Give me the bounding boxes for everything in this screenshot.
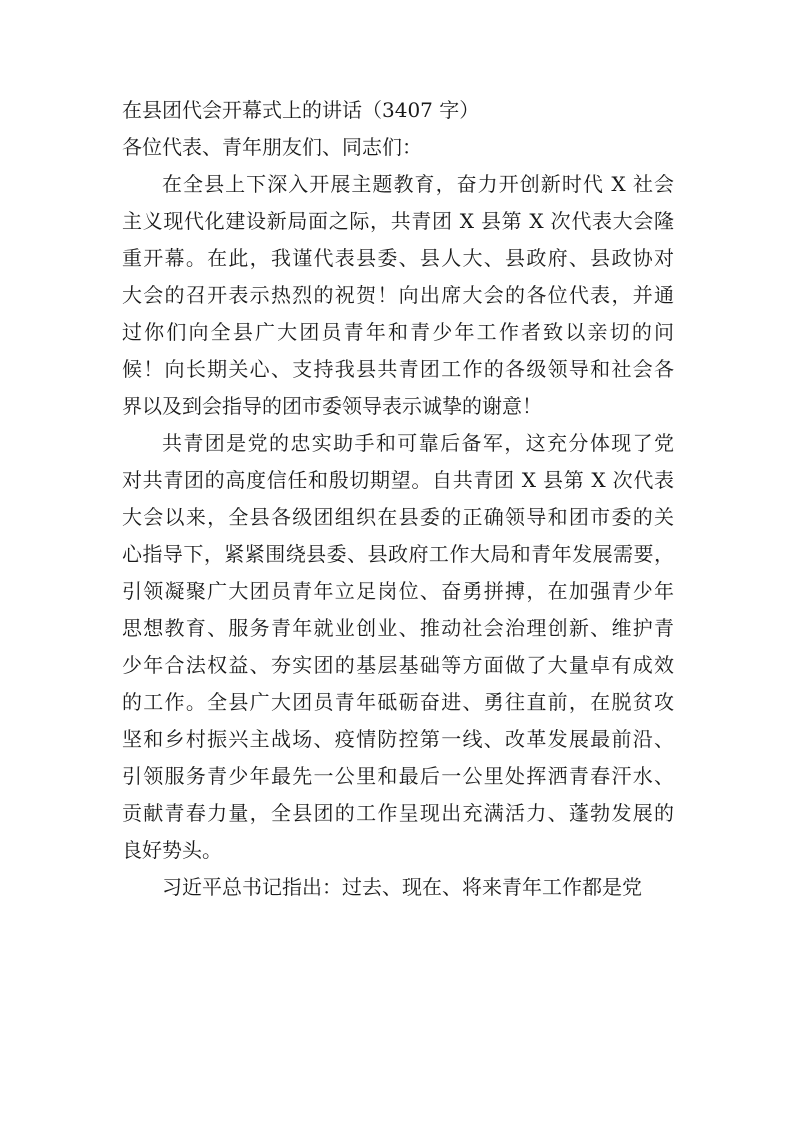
text-line: 习近平总书记指出：过去、现在、将来青年工作都是党 xyxy=(162,875,642,899)
text-line: 在全县上下深入开展主题教育，奋力开创新时代 X 社会 xyxy=(162,172,674,196)
text-line: 引领服务青少年最先一公里和最后一公里处挥洒青春汗水、 xyxy=(122,764,674,788)
paragraph-quote xyxy=(122,869,674,906)
text-line: 的工作。全县广大团员青年砥砺奋进、勇往直前，在脱贫攻 xyxy=(122,690,674,714)
text-line: 贡献青春力量，全县团的工作呈现出充满活力、蓬勃发展的 xyxy=(122,801,674,825)
text-line: 界以及到会指导的团市委领导表示诚挚的谢意！ xyxy=(122,394,542,418)
document-title: 在县团代会开幕式上的讲话（3407 字） xyxy=(122,98,480,122)
paragraph-opening xyxy=(122,166,674,425)
text-line: 良好势头。 xyxy=(122,838,222,862)
text-line: 重开幕。在此，我谨代表县委、县人大、县政府、县政协对 xyxy=(122,246,674,270)
text-line: 对共青团的高度信任和殷切期望。自共青团 X 县第 X 次代表 xyxy=(122,468,674,492)
paragraph-achievements xyxy=(122,425,674,869)
text-line: 引领凝聚广大团员青年立足岗位、奋勇拼搏，在加强青少年 xyxy=(122,579,674,603)
text-line: 心指导下，紧紧围绕县委、县政府工作大局和青年发展需要， xyxy=(122,542,674,566)
text-line: 主义现代化建设新局面之际，共青团 X 县第 X 次代表大会隆 xyxy=(122,209,674,233)
text-line: 大会的召开表示热烈的祝贺！向出席大会的各位代表，并通 xyxy=(122,283,674,307)
text-line: 过你们向全县广大团员青年和青少年工作者致以亲切的问 xyxy=(122,320,674,344)
document-page xyxy=(122,92,674,906)
text-line: 坚和乡村振兴主战场、疫情防控第一线、改革发展最前沿、 xyxy=(122,727,674,751)
text-line: 大会以来，全县各级团组织在县委的正确领导和团市委的关 xyxy=(122,505,674,529)
text-line: 共青团是党的忠实助手和可靠后备军，这充分体现了党 xyxy=(162,431,674,455)
text-line: 少年合法权益、夯实团的基层基础等方面做了大量卓有成效 xyxy=(122,653,674,677)
salutation: 各位代表、青年朋友们、同志们： xyxy=(122,135,422,159)
text-line: 候！向长期关心、支持我县共青团工作的各级领导和社会各 xyxy=(122,357,674,381)
text-line: 思想教育、服务青年就业创业、推动社会治理创新、维护青 xyxy=(122,616,674,640)
